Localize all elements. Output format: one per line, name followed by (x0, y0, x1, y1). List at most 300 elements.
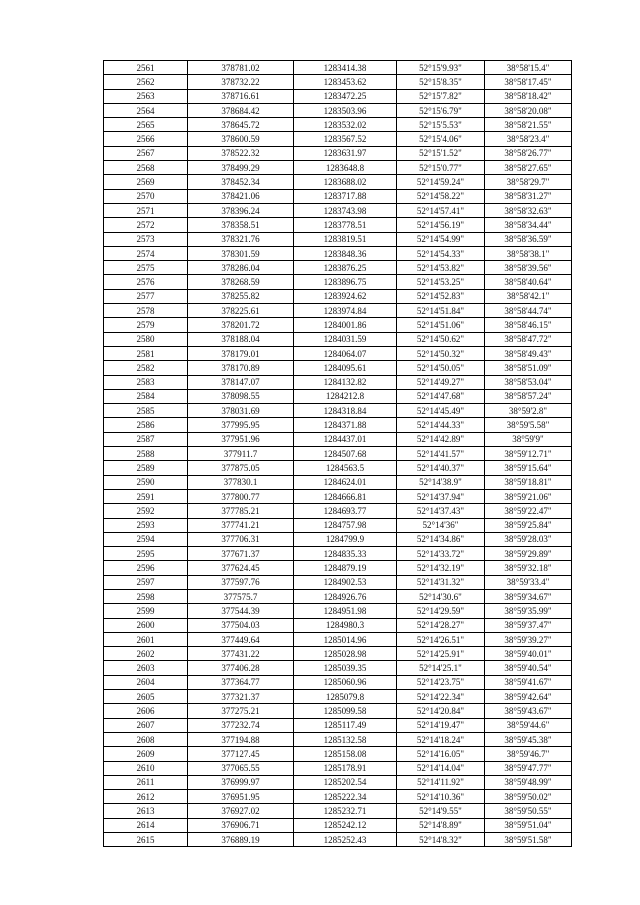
point-number-cell: 2583 (104, 375, 188, 389)
point-number-cell: 2565 (104, 118, 188, 132)
point-number-cell: 2597 (104, 575, 188, 589)
longitude-cell: 38°59'45.38" (485, 732, 572, 746)
x-coordinate-cell: 378098.55 (188, 389, 294, 403)
x-coordinate-cell: 377232.74 (188, 718, 294, 732)
longitude-cell: 38°59'46.7" (485, 747, 572, 761)
x-coordinate-cell: 377800.77 (188, 489, 294, 503)
latitude-cell: 52°14'40.37" (397, 461, 485, 475)
y-coordinate-cell: 1284031.59 (294, 332, 397, 346)
table-row (104, 361, 572, 375)
latitude-cell: 52°14'8.89" (397, 818, 485, 832)
x-coordinate-cell: 377624.45 (188, 561, 294, 575)
point-number-cell: 2594 (104, 532, 188, 546)
longitude-cell: 38°58'51.09" (485, 361, 572, 375)
y-coordinate-cell: 1284132.82 (294, 375, 397, 389)
table-row (104, 775, 572, 789)
latitude-cell: 52°14'22.34" (397, 690, 485, 704)
latitude-cell: 52°14'25.91" (397, 647, 485, 661)
y-coordinate-cell: 1285232.71 (294, 804, 397, 818)
longitude-cell: 38°58'31.27" (485, 189, 572, 203)
longitude-cell: 38°59'51.04" (485, 818, 572, 832)
table-row (104, 232, 572, 246)
point-number-cell: 2589 (104, 461, 188, 475)
x-coordinate-cell: 376906.71 (188, 818, 294, 832)
latitude-cell: 52°14'11.92" (397, 775, 485, 789)
x-coordinate-cell: 377364.77 (188, 675, 294, 689)
longitude-cell: 38°58'47.72" (485, 332, 572, 346)
table-row (104, 404, 572, 418)
point-number-cell: 2588 (104, 447, 188, 461)
latitude-cell: 52°14'10.36" (397, 790, 485, 804)
point-number-cell: 2587 (104, 432, 188, 446)
longitude-cell: 38°59'29.89" (485, 547, 572, 561)
y-coordinate-cell: 1283717.88 (294, 189, 397, 203)
table-row (104, 289, 572, 303)
latitude-cell: 52°14'31.32" (397, 575, 485, 589)
table-row (104, 632, 572, 646)
y-coordinate-cell: 1285039.35 (294, 661, 397, 675)
longitude-cell: 38°58'32.63" (485, 203, 572, 217)
y-coordinate-cell: 1284437.01 (294, 432, 397, 446)
latitude-cell: 52°14'28.27" (397, 618, 485, 632)
y-coordinate-cell: 1285222.34 (294, 790, 397, 804)
x-coordinate-cell: 377504.03 (188, 618, 294, 632)
table-row (104, 75, 572, 89)
longitude-cell: 38°59'25.84" (485, 518, 572, 532)
x-coordinate-cell: 377911.7 (188, 447, 294, 461)
table-row (104, 604, 572, 618)
y-coordinate-cell: 1283876.25 (294, 261, 397, 275)
y-coordinate-cell: 1283819.51 (294, 232, 397, 246)
longitude-cell: 38°59'40.54" (485, 661, 572, 675)
latitude-cell: 52°14'34.86" (397, 532, 485, 546)
longitude-cell: 38°58'44.74" (485, 304, 572, 318)
table-row (104, 132, 572, 146)
table-row (104, 432, 572, 446)
longitude-cell: 38°59'32.18" (485, 561, 572, 575)
x-coordinate-cell: 378225.61 (188, 304, 294, 318)
x-coordinate-cell: 377995.95 (188, 418, 294, 432)
x-coordinate-cell: 376927.02 (188, 804, 294, 818)
table-row (104, 118, 572, 132)
point-number-cell: 2570 (104, 189, 188, 203)
x-coordinate-cell: 377830.1 (188, 475, 294, 489)
x-coordinate-cell: 378301.59 (188, 246, 294, 260)
table-row (104, 275, 572, 289)
table-row (104, 161, 572, 175)
y-coordinate-cell: 1285060.96 (294, 675, 397, 689)
y-coordinate-cell: 1285252.43 (294, 833, 397, 847)
point-number-cell: 2595 (104, 547, 188, 561)
latitude-cell: 52°14'41.57" (397, 447, 485, 461)
y-coordinate-cell: 1283848.36 (294, 246, 397, 260)
table-row (104, 89, 572, 103)
point-number-cell: 2573 (104, 232, 188, 246)
y-coordinate-cell: 1284757.98 (294, 518, 397, 532)
y-coordinate-cell: 1284693.77 (294, 504, 397, 518)
latitude-cell: 52°15'4.06" (397, 132, 485, 146)
longitude-cell: 38°59'28.03" (485, 532, 572, 546)
point-number-cell: 2610 (104, 761, 188, 775)
latitude-cell: 52°14'9.55" (397, 804, 485, 818)
latitude-cell: 52°15'9.93" (397, 61, 485, 75)
table-row (104, 547, 572, 561)
longitude-cell: 38°59'12.71" (485, 447, 572, 461)
y-coordinate-cell: 1283648.8 (294, 161, 397, 175)
y-coordinate-cell: 1284951.98 (294, 604, 397, 618)
y-coordinate-cell: 1284563.5 (294, 461, 397, 475)
longitude-cell: 38°58'49.43" (485, 346, 572, 360)
latitude-cell: 52°15'1.52" (397, 146, 485, 160)
y-coordinate-cell: 1285178.91 (294, 761, 397, 775)
longitude-cell: 38°58'46.15" (485, 318, 572, 332)
longitude-cell: 38°58'40.64" (485, 275, 572, 289)
point-number-cell: 2611 (104, 775, 188, 789)
table-row (104, 532, 572, 546)
y-coordinate-cell: 1283896.75 (294, 275, 397, 289)
x-coordinate-cell: 376951.95 (188, 790, 294, 804)
longitude-cell: 38°59'40.01" (485, 647, 572, 661)
latitude-cell: 52°14'14.04" (397, 761, 485, 775)
longitude-cell: 38°58'29.7" (485, 175, 572, 189)
y-coordinate-cell: 1284318.84 (294, 404, 397, 418)
x-coordinate-cell: 377706.31 (188, 532, 294, 546)
x-coordinate-cell: 377785.21 (188, 504, 294, 518)
latitude-cell: 52°14'18.24" (397, 732, 485, 746)
y-coordinate-cell: 1283472.25 (294, 89, 397, 103)
x-coordinate-cell: 378201.72 (188, 318, 294, 332)
point-number-cell: 2600 (104, 618, 188, 632)
y-coordinate-cell: 1285132.58 (294, 732, 397, 746)
longitude-cell: 38°59'48.99" (485, 775, 572, 789)
y-coordinate-cell: 1284064.07 (294, 346, 397, 360)
y-coordinate-cell: 1283503.96 (294, 103, 397, 117)
longitude-cell: 38°58'38.1" (485, 246, 572, 260)
latitude-cell: 52°14'29.59" (397, 604, 485, 618)
table-row (104, 375, 572, 389)
point-number-cell: 2576 (104, 275, 188, 289)
latitude-cell: 52°14'42.89" (397, 432, 485, 446)
latitude-cell: 52°14'47.68" (397, 389, 485, 403)
table-row (104, 218, 572, 232)
table-row (104, 804, 572, 818)
x-coordinate-cell: 378147.07 (188, 375, 294, 389)
point-number-cell: 2567 (104, 146, 188, 160)
longitude-cell: 38°59'41.67" (485, 675, 572, 689)
y-coordinate-cell: 1283924.62 (294, 289, 397, 303)
table-row (104, 203, 572, 217)
latitude-cell: 52°14'59.24" (397, 175, 485, 189)
y-coordinate-cell: 1284879.19 (294, 561, 397, 575)
x-coordinate-cell: 377875.05 (188, 461, 294, 475)
latitude-cell: 52°14'49.27" (397, 375, 485, 389)
point-number-cell: 2569 (104, 175, 188, 189)
point-number-cell: 2591 (104, 489, 188, 503)
longitude-cell: 38°58'21.55" (485, 118, 572, 132)
longitude-cell: 38°59'2.8" (485, 404, 572, 418)
table-row (104, 304, 572, 318)
point-number-cell: 2601 (104, 632, 188, 646)
point-number-cell: 2607 (104, 718, 188, 732)
x-coordinate-cell: 376889.19 (188, 833, 294, 847)
latitude-cell: 52°14'45.49" (397, 404, 485, 418)
longitude-cell: 38°59'51.58" (485, 833, 572, 847)
point-number-cell: 2568 (104, 161, 188, 175)
longitude-cell: 38°58'39.56" (485, 261, 572, 275)
latitude-cell: 52°14'38.9" (397, 475, 485, 489)
latitude-cell: 52°14'37.94" (397, 489, 485, 503)
table-row (104, 332, 572, 346)
point-number-cell: 2586 (104, 418, 188, 432)
table-row (104, 447, 572, 461)
longitude-cell: 38°59'33.4" (485, 575, 572, 589)
y-coordinate-cell: 1283532.02 (294, 118, 397, 132)
point-number-cell: 2615 (104, 833, 188, 847)
y-coordinate-cell: 1283453.62 (294, 75, 397, 89)
x-coordinate-cell: 377671.37 (188, 547, 294, 561)
point-number-cell: 2581 (104, 346, 188, 360)
point-number-cell: 2608 (104, 732, 188, 746)
y-coordinate-cell: 1285242.12 (294, 818, 397, 832)
x-coordinate-cell: 377449.64 (188, 632, 294, 646)
longitude-cell: 38°58'20.08" (485, 103, 572, 117)
longitude-cell: 38°59'44.6" (485, 718, 572, 732)
x-coordinate-cell: 377951.96 (188, 432, 294, 446)
longitude-cell: 38°59'43.67" (485, 704, 572, 718)
table-row (104, 732, 572, 746)
x-coordinate-cell: 377597.76 (188, 575, 294, 589)
latitude-cell: 52°14'37.43" (397, 504, 485, 518)
latitude-cell: 52°14'58.22" (397, 189, 485, 203)
latitude-cell: 52°14'54.99" (397, 232, 485, 246)
longitude-cell: 38°58'34.44" (485, 218, 572, 232)
y-coordinate-cell: 1284624.01 (294, 475, 397, 489)
table-row (104, 647, 572, 661)
y-coordinate-cell: 1284212.8 (294, 389, 397, 403)
x-coordinate-cell: 378781.02 (188, 61, 294, 75)
y-coordinate-cell: 1285079.8 (294, 690, 397, 704)
table-row (104, 246, 572, 260)
y-coordinate-cell: 1285099.58 (294, 704, 397, 718)
longitude-cell: 38°58'27.65" (485, 161, 572, 175)
x-coordinate-cell: 377275.21 (188, 704, 294, 718)
x-coordinate-cell: 377065.55 (188, 761, 294, 775)
longitude-cell: 38°58'53.04" (485, 375, 572, 389)
latitude-cell: 52°14'51.06" (397, 318, 485, 332)
longitude-cell: 38°59'42.64" (485, 690, 572, 704)
point-number-cell: 2593 (104, 518, 188, 532)
longitude-cell: 38°58'36.59" (485, 232, 572, 246)
point-number-cell: 2605 (104, 690, 188, 704)
latitude-cell: 52°14'53.25" (397, 275, 485, 289)
y-coordinate-cell: 1283631.97 (294, 146, 397, 160)
x-coordinate-cell: 378358.51 (188, 218, 294, 232)
table-row (104, 761, 572, 775)
x-coordinate-cell: 378268.59 (188, 275, 294, 289)
latitude-cell: 52°15'0.77" (397, 161, 485, 175)
longitude-cell: 38°59'50.02" (485, 790, 572, 804)
longitude-cell: 38°58'57.24" (485, 389, 572, 403)
y-coordinate-cell: 1283414.38 (294, 61, 397, 75)
table-row (104, 518, 572, 532)
point-number-cell: 2571 (104, 203, 188, 217)
y-coordinate-cell: 1284095.61 (294, 361, 397, 375)
table-row (104, 461, 572, 475)
table-row (104, 504, 572, 518)
point-number-cell: 2572 (104, 218, 188, 232)
y-coordinate-cell: 1284926.76 (294, 589, 397, 603)
x-coordinate-cell: 378286.04 (188, 261, 294, 275)
table-row (104, 61, 572, 75)
y-coordinate-cell: 1284666.81 (294, 489, 397, 503)
table-row (104, 747, 572, 761)
y-coordinate-cell: 1284835.33 (294, 547, 397, 561)
latitude-cell: 52°14'52.83" (397, 289, 485, 303)
point-number-cell: 2612 (104, 790, 188, 804)
longitude-cell: 38°59'15.64" (485, 461, 572, 475)
point-number-cell: 2598 (104, 589, 188, 603)
point-number-cell: 2609 (104, 747, 188, 761)
point-number-cell: 2561 (104, 61, 188, 75)
latitude-cell: 52°14'57.41" (397, 203, 485, 217)
longitude-cell: 38°59'39.27" (485, 632, 572, 646)
point-number-cell: 2585 (104, 404, 188, 418)
latitude-cell: 52°14'36" (397, 518, 485, 532)
table-row (104, 418, 572, 432)
latitude-cell: 52°15'5.53" (397, 118, 485, 132)
x-coordinate-cell: 378684.42 (188, 103, 294, 117)
longitude-cell: 38°59'18.81" (485, 475, 572, 489)
point-number-cell: 2580 (104, 332, 188, 346)
table-row (104, 833, 572, 847)
table-row (104, 675, 572, 689)
y-coordinate-cell: 1284371.88 (294, 418, 397, 432)
x-coordinate-cell: 378600.59 (188, 132, 294, 146)
latitude-cell: 52°14'16.05" (397, 747, 485, 761)
x-coordinate-cell: 378645.72 (188, 118, 294, 132)
latitude-cell: 52°14'26.51" (397, 632, 485, 646)
longitude-cell: 38°58'23.4" (485, 132, 572, 146)
latitude-cell: 52°15'6.79" (397, 103, 485, 117)
longitude-cell: 38°58'17.45" (485, 75, 572, 89)
table-row (104, 818, 572, 832)
x-coordinate-cell: 377406.28 (188, 661, 294, 675)
longitude-cell: 38°59'22.47" (485, 504, 572, 518)
latitude-cell: 52°15'7.82" (397, 89, 485, 103)
x-coordinate-cell: 378179.01 (188, 346, 294, 360)
point-number-cell: 2579 (104, 318, 188, 332)
point-number-cell: 2577 (104, 289, 188, 303)
point-number-cell: 2584 (104, 389, 188, 403)
coordinates-table (103, 60, 572, 847)
x-coordinate-cell: 378321.76 (188, 232, 294, 246)
y-coordinate-cell: 1283778.51 (294, 218, 397, 232)
point-number-cell: 2596 (104, 561, 188, 575)
y-coordinate-cell: 1284507.68 (294, 447, 397, 461)
x-coordinate-cell: 378732.22 (188, 75, 294, 89)
point-number-cell: 2592 (104, 504, 188, 518)
point-number-cell: 2603 (104, 661, 188, 675)
longitude-cell: 38°59'21.06" (485, 489, 572, 503)
table-row (104, 189, 572, 203)
y-coordinate-cell: 1284980.3 (294, 618, 397, 632)
x-coordinate-cell: 378255.82 (188, 289, 294, 303)
y-coordinate-cell: 1283974.84 (294, 304, 397, 318)
longitude-cell: 38°58'26.77" (485, 146, 572, 160)
latitude-cell: 52°14'19.47" (397, 718, 485, 732)
longitude-cell: 38°58'15.4" (485, 61, 572, 75)
y-coordinate-cell: 1284902.53 (294, 575, 397, 589)
point-number-cell: 2582 (104, 361, 188, 375)
x-coordinate-cell: 378716.61 (188, 89, 294, 103)
point-number-cell: 2606 (104, 704, 188, 718)
latitude-cell: 52°14'56.19" (397, 218, 485, 232)
point-number-cell: 2578 (104, 304, 188, 318)
table-row (104, 389, 572, 403)
table-row (104, 790, 572, 804)
x-coordinate-cell: 378031.69 (188, 404, 294, 418)
latitude-cell: 52°14'33.72" (397, 547, 485, 561)
table-row (104, 718, 572, 732)
longitude-cell: 38°58'42.1" (485, 289, 572, 303)
point-number-cell: 2574 (104, 246, 188, 260)
x-coordinate-cell: 378188.04 (188, 332, 294, 346)
table-row (104, 589, 572, 603)
table-row (104, 661, 572, 675)
longitude-cell: 38°59'47.77" (485, 761, 572, 775)
x-coordinate-cell: 377431.22 (188, 647, 294, 661)
latitude-cell: 52°14'8.32" (397, 833, 485, 847)
latitude-cell: 52°14'50.32" (397, 346, 485, 360)
table-row (104, 690, 572, 704)
table-row (104, 575, 572, 589)
latitude-cell: 52°14'25.1" (397, 661, 485, 675)
table-row (104, 103, 572, 117)
table-row (104, 146, 572, 160)
y-coordinate-cell: 1283567.52 (294, 132, 397, 146)
longitude-cell: 38°58'18.42" (485, 89, 572, 103)
point-number-cell: 2564 (104, 103, 188, 117)
x-coordinate-cell: 377321.37 (188, 690, 294, 704)
point-number-cell: 2604 (104, 675, 188, 689)
latitude-cell: 52°15'8.35" (397, 75, 485, 89)
longitude-cell: 38°59'35.99" (485, 604, 572, 618)
point-number-cell: 2614 (104, 818, 188, 832)
table-row (104, 475, 572, 489)
y-coordinate-cell: 1283743.98 (294, 203, 397, 217)
table-row (104, 346, 572, 360)
longitude-cell: 38°59'50.55" (485, 804, 572, 818)
longitude-cell: 38°59'5.58" (485, 418, 572, 432)
longitude-cell: 38°59'9" (485, 432, 572, 446)
table-row (104, 175, 572, 189)
x-coordinate-cell: 377575.7 (188, 589, 294, 603)
point-number-cell: 2613 (104, 804, 188, 818)
y-coordinate-cell: 1284799.9 (294, 532, 397, 546)
latitude-cell: 52°14'44.33" (397, 418, 485, 432)
y-coordinate-cell: 1284001.86 (294, 318, 397, 332)
x-coordinate-cell: 378499.29 (188, 161, 294, 175)
table-row (104, 489, 572, 503)
latitude-cell: 52°14'50.62" (397, 332, 485, 346)
point-number-cell: 2602 (104, 647, 188, 661)
x-coordinate-cell: 377194.88 (188, 732, 294, 746)
point-number-cell: 2562 (104, 75, 188, 89)
x-coordinate-cell: 378522.32 (188, 146, 294, 160)
x-coordinate-cell: 377544.39 (188, 604, 294, 618)
point-number-cell: 2566 (104, 132, 188, 146)
y-coordinate-cell: 1285028.98 (294, 647, 397, 661)
